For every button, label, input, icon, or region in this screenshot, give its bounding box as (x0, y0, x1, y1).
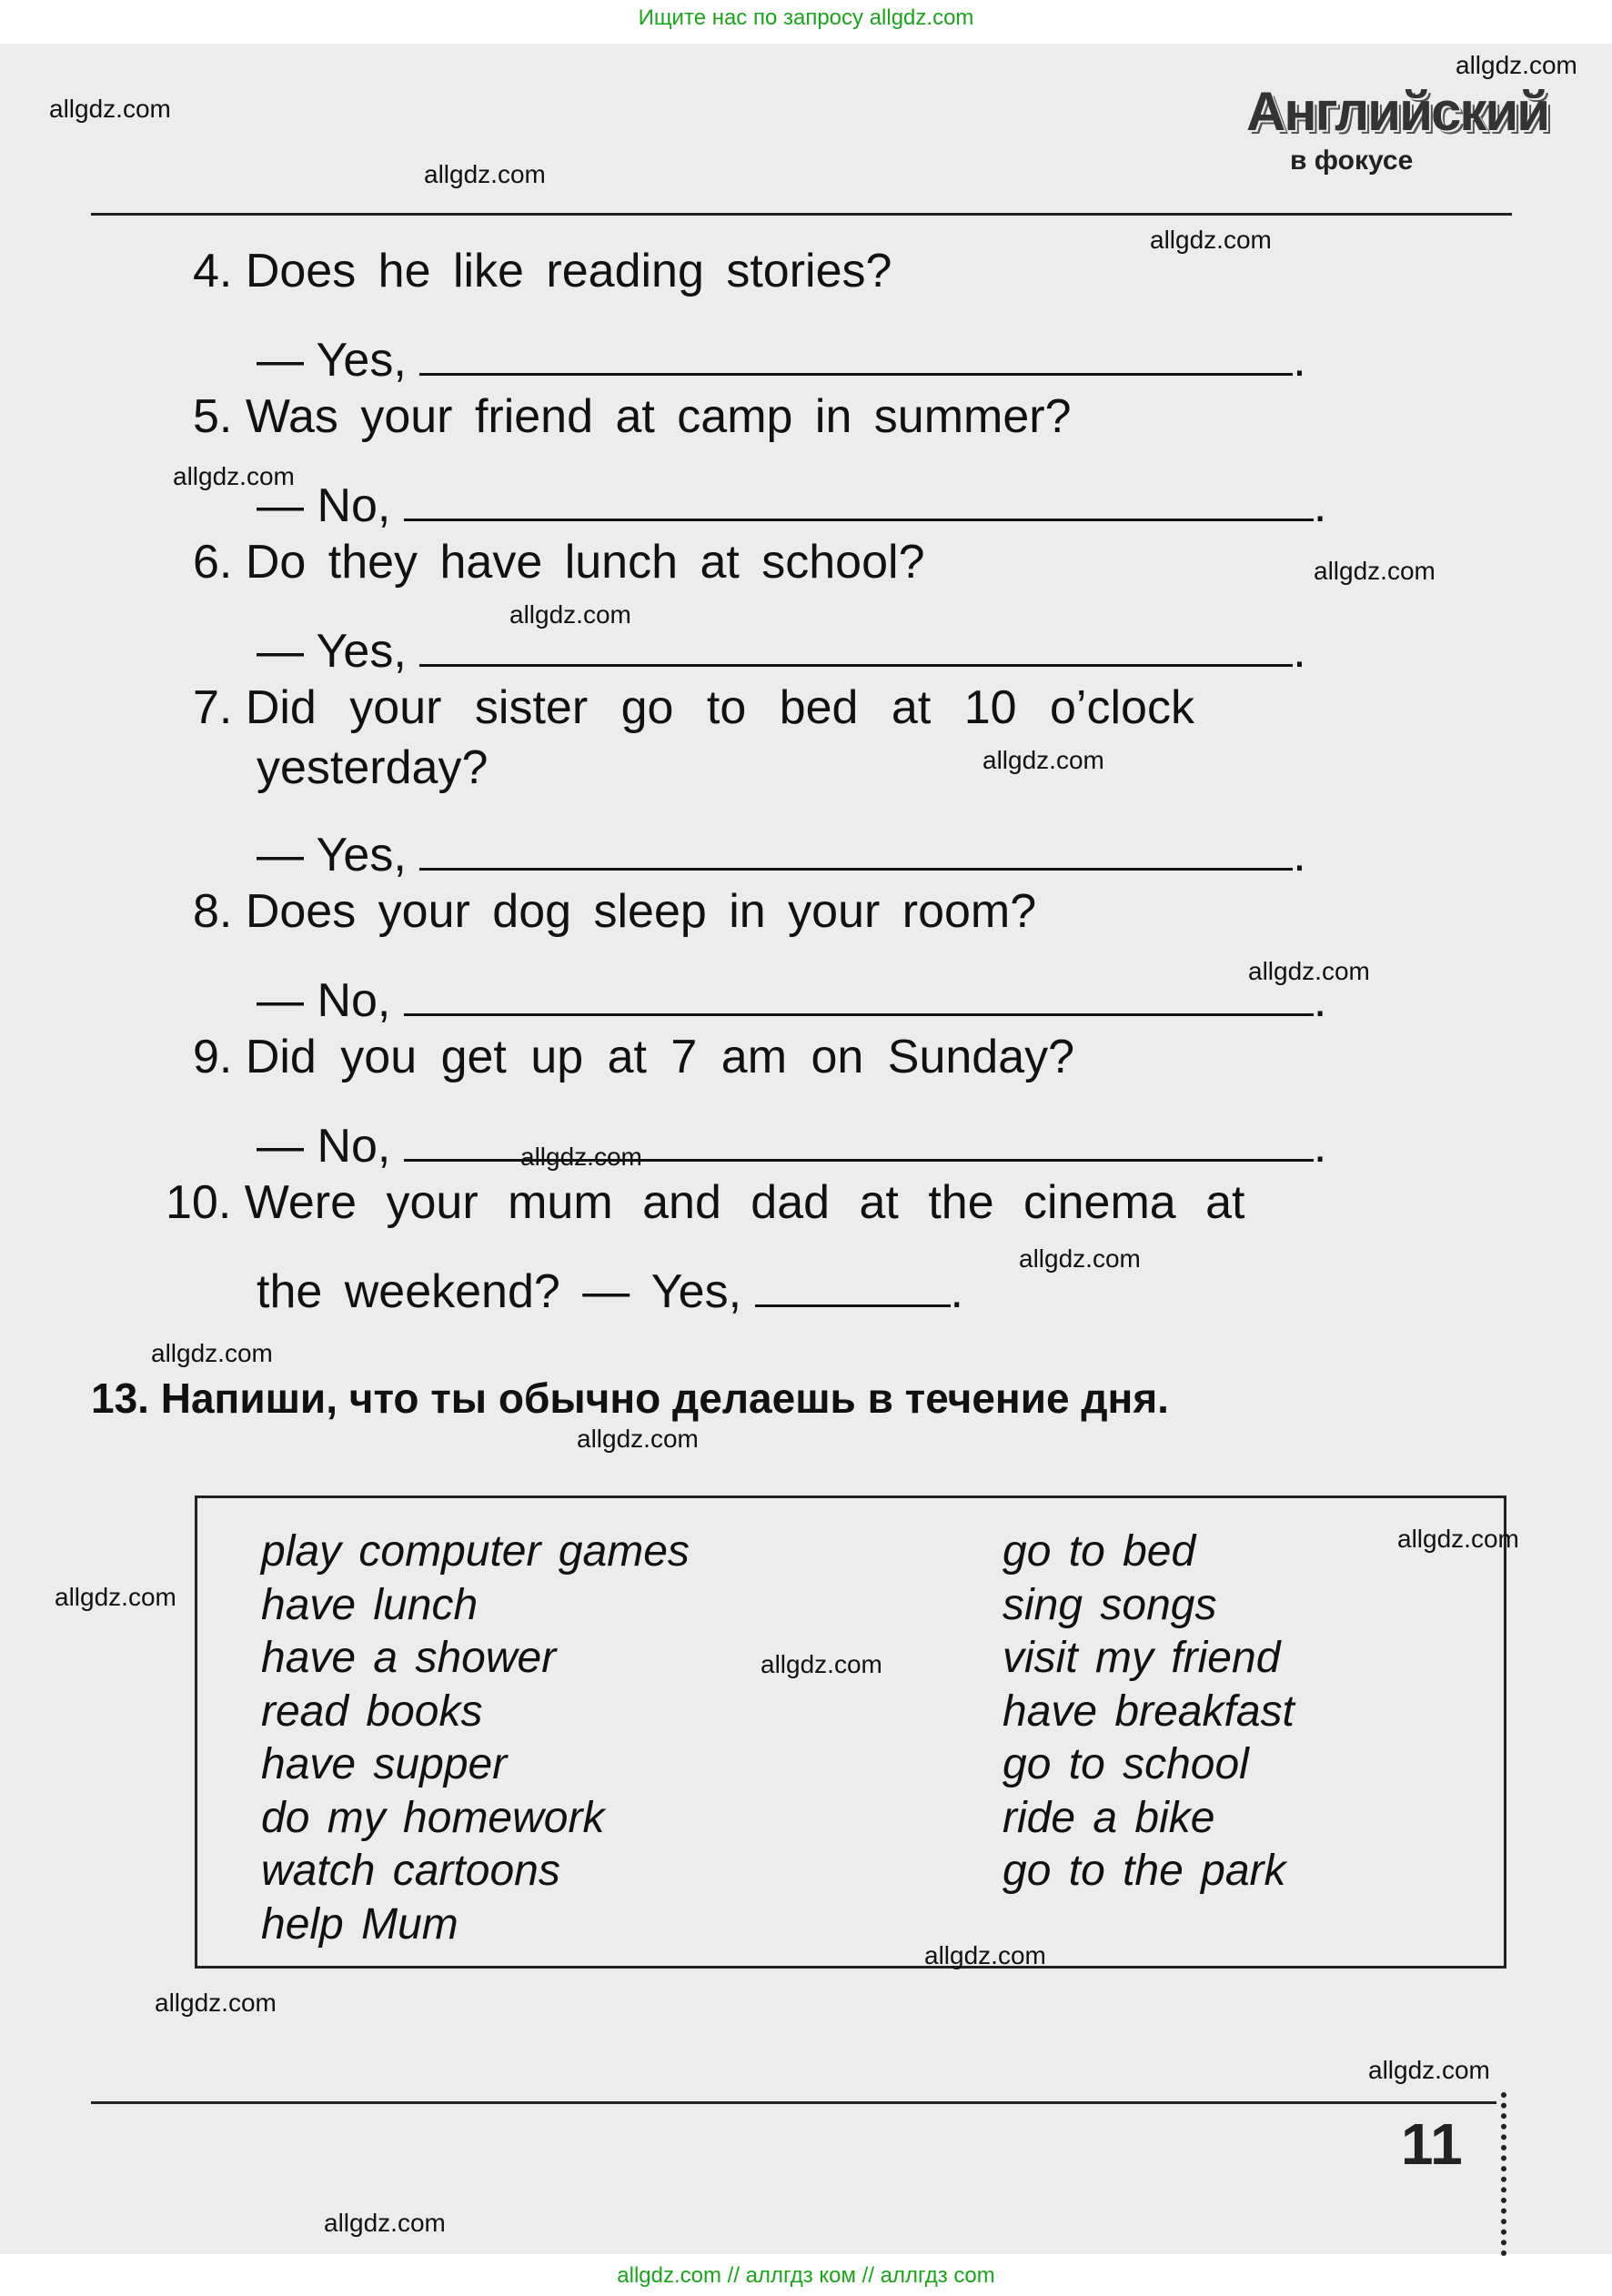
question-text: Was your friend at camp in summer? (245, 390, 1072, 443)
watermark: allgdz.com (1456, 51, 1577, 79)
watermark: allgdz.com (1019, 1244, 1141, 1273)
bottom-banner[interactable]: allgdz.com // аллгдз ком // аллгдз com (617, 2263, 995, 2288)
answer-5: — No, . (257, 479, 1327, 532)
logo-title: Английский (1246, 81, 1549, 142)
answer-blank[interactable] (419, 831, 1293, 871)
watermark: allgdz.com (520, 1143, 642, 1171)
activity-item: have breakfast (1002, 1687, 1295, 1736)
activity-item: go to bed (1002, 1527, 1196, 1576)
top-banner[interactable]: Ищите нас по запросу allgdz.com (638, 5, 974, 30)
answer-7: — Yes, . (257, 829, 1306, 881)
activity-item: sing songs (1002, 1580, 1217, 1629)
question-7 (193, 680, 1194, 735)
answer-blank[interactable] (404, 977, 1314, 1016)
watermark: allgdz.com (49, 95, 171, 123)
answer-prefix: — No, (257, 974, 391, 1027)
page-number: 11 (1401, 2111, 1463, 2177)
watermark: allgdz.com (151, 1339, 273, 1367)
answer-8: — No, . (257, 974, 1327, 1027)
question-number: 7. (193, 681, 233, 734)
watermark: allgdz.com (1397, 1525, 1519, 1553)
question-10-continued: the weekend? — Yes, . (257, 1265, 963, 1318)
answer-prefix: — No, (257, 479, 391, 532)
answer-blank[interactable] (755, 1268, 951, 1307)
watermark: allgdz.com (424, 160, 546, 188)
series-logo (1237, 80, 1549, 189)
activity-item: have lunch (261, 1580, 479, 1629)
watermark: allgdz.com (1314, 557, 1436, 585)
activity-item: have a shower (261, 1634, 557, 1682)
question-number: 10. (166, 1176, 232, 1229)
question-number: 4. (193, 245, 233, 297)
watermark: allgdz.com (155, 1989, 277, 2017)
header-rule (91, 213, 1512, 216)
question-number: 6. (193, 536, 233, 589)
answer-blank[interactable] (419, 337, 1293, 376)
answer-4: — Yes, . (257, 334, 1306, 387)
answer-prefix: — Yes, (257, 625, 407, 678)
question-10 (166, 1175, 1245, 1230)
margin-dots (1501, 2092, 1512, 2256)
answer-prefix: — Yes, (257, 334, 407, 387)
question-8 (193, 884, 1036, 939)
watermark: allgdz.com (1248, 957, 1370, 985)
watermark: allgdz.com (761, 1650, 882, 1678)
question-text: Were your mum and dad at the cinema at (244, 1176, 1245, 1229)
question-text: Did you get up at 7 am on Sunday? (245, 1031, 1075, 1083)
watermark: allgdz.com (982, 746, 1104, 774)
watermark: allgdz.com (577, 1425, 699, 1453)
activity-item: do my homework (261, 1793, 605, 1842)
exercise-13-title: 13. Напиши, что ты обычно делаешь в течение дня. (91, 1375, 1169, 1422)
answer-6: — Yes, . (257, 625, 1306, 678)
answer-blank[interactable] (404, 482, 1314, 521)
question-4 (193, 244, 892, 298)
watermark: allgdz.com (509, 600, 631, 629)
question-6 (193, 535, 925, 589)
activity-item: visit my friend (1002, 1634, 1281, 1682)
logo-subtitle: в фокусе (1290, 146, 1414, 176)
activity-item: watch cartoons (261, 1847, 560, 1895)
activity-item: ride a bike (1002, 1793, 1215, 1842)
activity-box (195, 1495, 1506, 1969)
answer-prefix: — No, (257, 1120, 391, 1173)
question-text: yesterday? (257, 741, 489, 794)
activity-item: read books (261, 1687, 483, 1736)
answer-blank[interactable] (419, 628, 1293, 667)
question-7-continued (257, 740, 488, 795)
activity-column-left (261, 1526, 690, 1951)
activity-item: go to school (1002, 1740, 1249, 1788)
watermark: allgdz.com (1368, 2056, 1490, 2084)
watermark: allgdz.com (1150, 226, 1272, 254)
question-number: 5. (193, 390, 233, 443)
footer-rule (91, 2101, 1496, 2104)
watermark: allgdz.com (173, 462, 295, 490)
activity-item: help Mum (261, 1899, 458, 1949)
watermark: allgdz.com (324, 2209, 446, 2237)
question-text: Does he like reading stories? (245, 245, 892, 297)
question-number: 8. (193, 885, 233, 938)
question-text: Do they have lunch at school? (245, 536, 925, 589)
activity-item: play computer games (261, 1527, 690, 1576)
activity-item: go to the park (1002, 1847, 1286, 1895)
watermark: allgdz.com (924, 1941, 1046, 1969)
question-text: Does your dog sleep in your room? (245, 885, 1037, 938)
question-9 (193, 1030, 1074, 1084)
answer-9: — No, . (257, 1120, 1327, 1173)
question-text: Did your sister go to bed at 10 o’clock (245, 681, 1194, 734)
question-number: 9. (193, 1031, 233, 1083)
activity-column-right (1002, 1526, 1295, 1898)
watermark: allgdz.com (55, 1583, 176, 1611)
answer-prefix: — Yes, (257, 829, 407, 881)
activity-item: have supper (261, 1740, 508, 1788)
question-5 (193, 389, 1072, 444)
question-text: the weekend? — Yes, (257, 1265, 742, 1318)
